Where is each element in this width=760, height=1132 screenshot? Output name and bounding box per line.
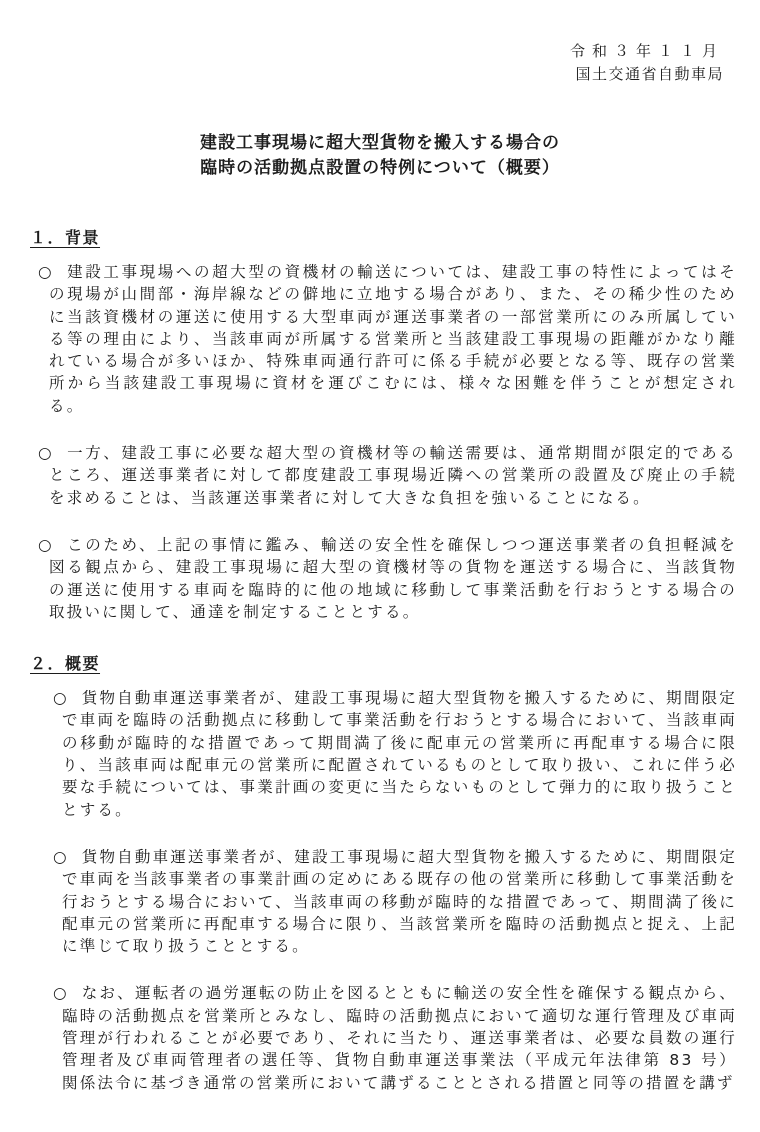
header-organization: 国土交通省自動車局 (575, 65, 724, 83)
bullet-marker: ○ (38, 444, 55, 463)
bullet-text: 貨物自動車運送事業者が、建設工事現場に超大型貨物を搬入するために、期間限定で車両を当該事業者の事業計画の定めにある既存の他の営業所に移動して事業活動を行おうとする場合において、当該車両の移動が臨時的な措置であって、期間満了後に配車元の営業所に再配車する場合に限り、当該営業所を臨時の活動拠点と捉え、上記に準じて取り扱うこととする。 (62, 847, 737, 956)
bullet-item (53, 982, 737, 1093)
bullet-marker: ○ (53, 689, 69, 708)
bullet-item (53, 687, 737, 821)
document-title-line2: 臨時の活動拠点設置の特例について（概要） (200, 158, 560, 178)
section-heading-overview: ２．概要 (30, 654, 101, 674)
header-date: 令和３年１１月 (569, 42, 724, 60)
bullet-item (38, 261, 737, 417)
bullet-marker: ○ (53, 984, 69, 1003)
document-title-line1: 建設工事現場に超大型貨物を搬入する場合の (200, 133, 560, 153)
bullet-marker: ○ (38, 535, 55, 554)
document-header (0, 0, 760, 86)
section-heading-background: １．背景 (30, 228, 101, 247)
bullet-text: 貨物自動車運送事業者が、建設工事現場に超大型貨物を搬入するために、期間限定で車両を臨時の活動拠点に移動して事業活動を行おうとする場合において、当該車両の移動が臨時的な措置であって期間満了後に配車元の営業所に再配車する場合に限り、当該車両は配車元の営業所に配置されているものとして取り扱い、これに伴う必要な手続については、事業計画の変更に当たらないものとして弾力的に取り扱うこととする。 (62, 689, 737, 819)
bullet-text: このため、上記の事情に鑑み、輸送の安全性を確保しつつ運送事業者の負担軽減を図る観点から、建設工事現場に超大型の資機材等の貨物を運送する場合に、当該貨物の運送に使用する車両を臨時的に他の地域に移動して事業活動を行おうとする場合の取扱いに関して、通達を制定することとする。 (49, 535, 737, 621)
bullet-item (38, 442, 737, 509)
bullet-text: 建設工事現場への超大型の資機材の輸送については、建設工事の特性によってはその現場が山間部・海岸線などの僻地に立地する場合があり、また、その稀少性のために当該資機材の運送に使用する大型車両が運送事業者の一部営業所にのみ所属している等の理由により、当該車両が所属する営業所と当該建設工事現場の距離がかなり離れている場合が多いほか、特殊車両通行許可に係る手続が必要となる等、既存の営業所から当該建設工事現場に資材を運びこむには、様々な困難を伴うことが想定される。 (49, 263, 737, 415)
bullet-marker: ○ (53, 847, 69, 866)
bullet-text: 一方、建設工事に必要な超大型の資機材等の輸送需要は、通常期間が限定的であるところ、運送事業者に対して都度建設工事現場近隣への営業所の設置及び廃止の手続を求めることは、当該運送事業者に対して大きな負担を強いることになる。 (49, 444, 737, 507)
bullet-marker: ○ (38, 263, 55, 281)
bullet-item (38, 534, 737, 623)
document-title (0, 131, 760, 181)
section-overview (0, 651, 760, 1094)
bullet-text: なお、運転者の過労運転の防止を図るとともに輸送の安全性を確保する観点から、臨時の活動拠点を営業所とみなし、臨時の活動拠点において適切な運行管理及び車両管理が行われることが必要であり、それに当たり、運送事業者は、必要な員数の運行管理者及び車両管理者の選任等、貨物自動車運送事業法（平成元年法律第 83 号）関係法令に基づき通常の営業所において講ずることとされる措置と同等の措置を講ず (62, 984, 737, 1092)
section-background (0, 225, 760, 623)
bullet-item (53, 846, 737, 957)
